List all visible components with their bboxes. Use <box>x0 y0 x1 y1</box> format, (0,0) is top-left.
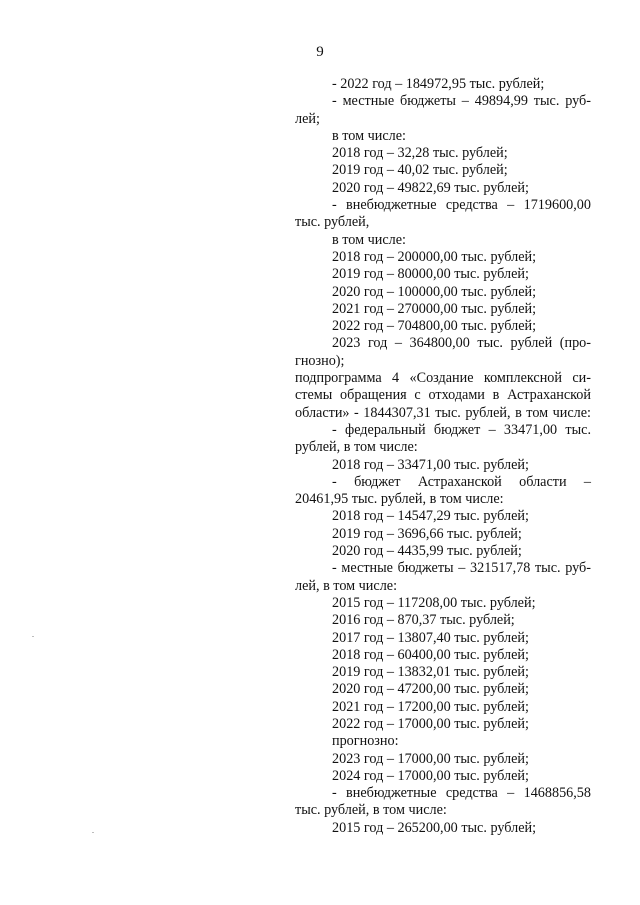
text-line: 2023 год – 364800,00 тыс. рублей (про- <box>332 335 591 352</box>
text-line: - местные бюджеты – 321517,78 тыс. руб- <box>332 560 591 577</box>
text-line: гнозно); <box>295 352 345 369</box>
text-line: 2024 год – 17000,00 тыс. рублей; <box>332 767 529 784</box>
text-line: 2019 год – 13832,01 тыс. рублей; <box>332 664 529 681</box>
text-line: 2023 год – 17000,00 тыс. рублей; <box>332 750 529 767</box>
text-line: - внебюджетные средства – 1468856,58 <box>332 785 591 802</box>
text-line: 2018 год – 14547,29 тыс. рублей; <box>332 508 529 525</box>
text-line: подпрограмма 4 «Создание комплексной си- <box>295 370 591 387</box>
text-line: 2020 год – 49822,69 тыс. рублей; <box>332 179 529 196</box>
text-line: - федеральный бюджет – 33471,00 тыс. <box>332 421 591 438</box>
text-line: рублей, в том числе: <box>295 439 418 456</box>
text-line: 2016 год – 870,37 тыс. рублей; <box>332 612 515 629</box>
text-line: 2015 год – 117208,00 тыс. рублей; <box>332 594 536 611</box>
text-line: тыс. рублей, <box>295 214 370 231</box>
page-number: 9 <box>316 44 324 60</box>
text-line: 2018 год – 60400,00 тыс. рублей; <box>332 646 529 663</box>
text-line: - внебюджетные средства – 1719600,00 <box>332 197 591 214</box>
text-line: 20461,95 тыс. рублей, в том числе: <box>295 491 504 508</box>
text-line: - местные бюджеты – 49894,99 тыс. руб- <box>332 93 591 110</box>
text-line: 2019 год – 3696,66 тыс. рублей; <box>332 525 522 542</box>
scan-speck <box>32 636 34 637</box>
text-line: стемы обращения с отходами в Астраханской <box>295 387 591 404</box>
text-line: прогнозно: <box>332 733 399 750</box>
text-line: 2020 год – 47200,00 тыс. рублей; <box>332 681 529 698</box>
text-line: 2022 год – 17000,00 тыс. рублей; <box>332 715 529 732</box>
text-line: тыс. рублей, в том числе: <box>295 802 447 819</box>
text-line: 2020 год – 4435,99 тыс. рублей; <box>332 543 522 560</box>
text-line: 2018 год – 32,28 тыс. рублей; <box>332 145 508 162</box>
text-line: 2017 год – 13807,40 тыс. рублей; <box>332 629 529 646</box>
text-line: области» - 1844307,31 тыс. рублей, в том числе: <box>295 404 591 421</box>
text-line: в том числе: <box>332 127 406 144</box>
text-line: 2021 год – 270000,00 тыс. рублей; <box>332 300 537 317</box>
text-line: 2022 год – 704800,00 тыс. рублей; <box>332 318 537 335</box>
text-line: в том числе: <box>332 231 406 248</box>
text-line: 2019 год – 40,02 тыс. рублей; <box>332 162 508 179</box>
text-line: 2021 год – 17200,00 тыс. рублей; <box>332 698 529 715</box>
page-text <box>295 76 591 837</box>
text-line: 2018 год – 200000,00 тыс. рублей; <box>332 248 537 265</box>
scan-speck <box>92 832 94 833</box>
text-line: лей, в том числе: <box>295 577 398 594</box>
text-line: лей; <box>295 110 320 127</box>
text-line: 2018 год – 33471,00 тыс. рублей; <box>332 456 529 473</box>
text-line: - 2022 год – 184972,95 тыс. рублей; <box>332 76 545 92</box>
text-line: 2015 год – 265200,00 тыс. рублей; <box>332 819 537 836</box>
text-line: - бюджет Астраханской области – <box>332 473 591 490</box>
text-line: 2019 год – 80000,00 тыс. рублей; <box>332 266 529 283</box>
text-line: 2020 год – 100000,00 тыс. рублей; <box>332 283 537 300</box>
